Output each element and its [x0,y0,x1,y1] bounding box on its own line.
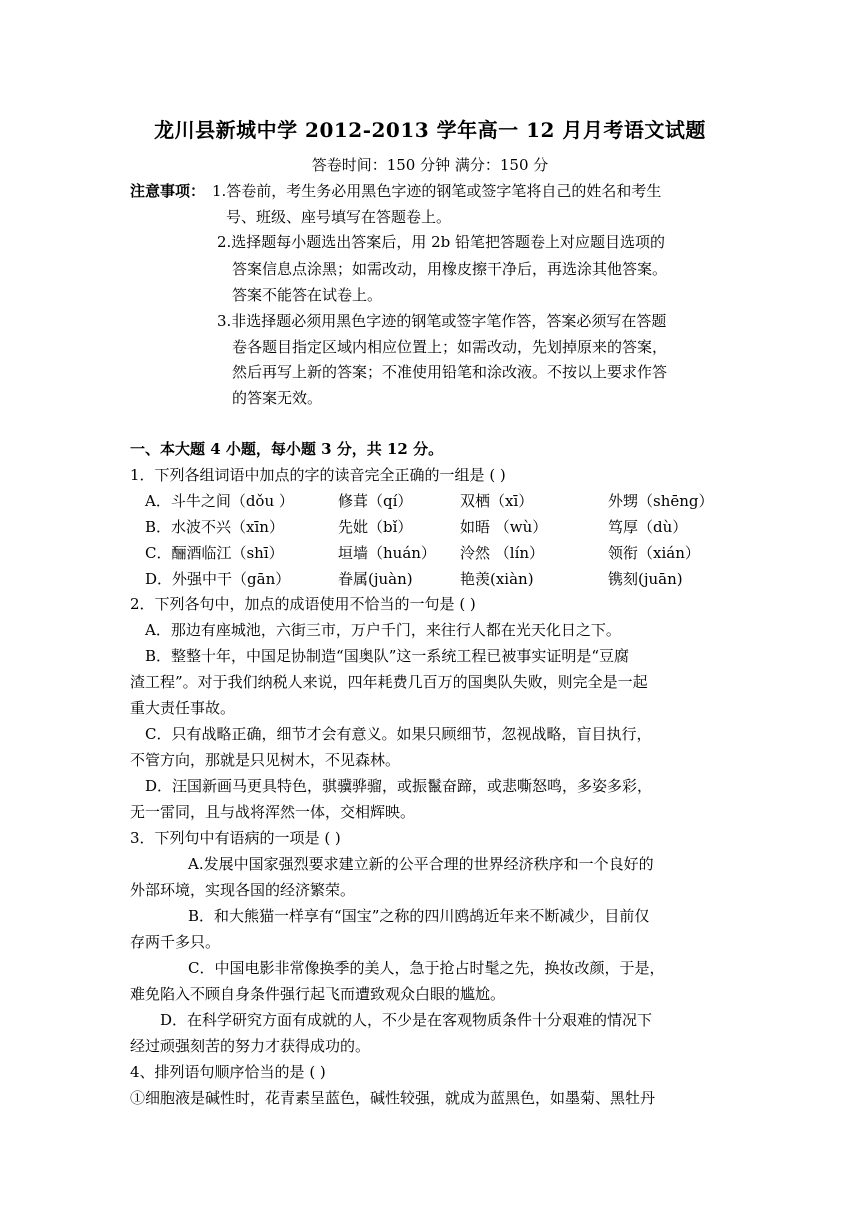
q1-option-item: 先妣（bǐ） [338,518,413,536]
option-line: A.发展中国家强烈要求建立新的公平合理的世界经济秩序和一个良好的 [188,855,654,873]
option-line: 渣工程”。对于我们纳税人来说，四年耗费几百万的国奥队失败，则完全是一起 [130,673,648,691]
notice-line: 卷各题目指定区域内相应位置上；如需改动，先划掉原来的答案， [232,338,668,356]
option-line: ①细胞液是碱性时，花青素呈蓝色，碱性较强，就成为蓝黑色，如墨菊、黑牡丹 [130,1089,656,1107]
notice-line: 号、班级、座号填写在答题卷上。 [226,208,452,226]
notice-line: 答案不能答在试卷上。 [232,286,383,304]
q1-option-item: 镌刻(juān) [608,570,683,588]
option-line: 重大责任事故。 [130,699,236,717]
option-line: D．汪国新画马更具特色，骐骥骅骝，或振鬣奋蹄，或悲嘶怒鸣，多姿多彩， [145,777,653,795]
q1-option-item: 如晤 （wù） [460,518,548,536]
q1-option-item: 双栖（xī） [460,492,534,510]
q1-option-item: A．斗牛之间（dǒu ） [145,492,294,510]
option-line: C．中国电影非常像换季的美人，急于抢占时髦之先，换妆改颜，于是， [188,959,665,977]
option-line: B．和大熊猫一样享有“国宝”之称的四川鸥鸪近年来不断减少，目前仅 [188,907,650,925]
q1-option-item: 垣墙（huán） [338,544,436,562]
q1-option-item: C．酾酒临江（shī） [145,544,284,562]
q1-option-item: 外甥（shēng） [608,492,714,510]
notice-line: 答案信息点涂黑；如需改动，用橡皮擦干净后，再选涂其他答案。 [232,260,668,278]
option-line: 存两千多只。 [130,933,221,951]
q1-option-item: B．水波不兴（xīn） [145,518,284,536]
option-line: 无一雷同，且与战将浑然一体，交相辉映。 [130,803,416,821]
question-stem: 3．下列句中有语病的一项是 ( ) [130,829,341,847]
q1-option-item: 泠然 （lín） [460,544,545,562]
q1-option-item: 艳羡(xiàn) [460,570,534,588]
option-line: 外部环境，实现各国的经济繁荣。 [130,881,356,899]
option-line: D．在科学研究方面有成就的人，不少是在客观物质条件十分艰难的情况下 [160,1011,653,1029]
notice-line: 然后再写上新的答案；不准使用铅笔和涂改液。不按以上要求作答 [232,363,668,381]
option-line: 不管方向，那就是只见树木，不见森林。 [130,751,401,769]
option-line: C．只有战略正确，细节才会有意义。如果只顾细节，忽视战略，盲目执行， [145,725,652,743]
q1-option-item: 领衔（xián） [608,544,700,562]
section-heading: 一、本大题 4 小题，每小题 3 分，共 12 分。 [130,440,444,458]
q1-option-item: 笃厚（dù） [608,518,688,536]
option-line: 经过顽强刻苦的努力才获得成功的。 [130,1037,371,1055]
question-stem: 4、排列语句顺序恰当的是 ( ) [130,1063,326,1081]
notice-line: 3.非选择题必须用黑色字迹的钢笔或签字笔作答，答案必须写在答题 [217,312,667,330]
notice-label: 注意事项： [130,182,206,200]
question-stem: 2．下列各句中，加点的成语使用不恰当的一句是 ( ) [130,595,476,613]
notice-line: 1.答卷前，考生务必用黑色字迹的钢笔或签字笔将自己的姓名和考生 [212,182,662,200]
option-line: B．整整十年，中国足协制造“国奥队”这一系统工程已被事实证明是“豆腐 [145,647,630,665]
option-line: A．那边有座城池，六街三市，万户千门，来往行人都在光天化日之下。 [145,621,621,639]
notice-line: 的答案无效。 [232,389,323,407]
page-title: 龙川县新城中学 2012-2013 学年高一 12 月月考语文试题 [154,118,706,142]
option-line: 难免陷入不顾自身条件强行起飞而遭致观众白眼的尴尬。 [130,985,506,1003]
q1-option-item: 修葺（qí） [338,492,413,510]
question-stem: 1．下列各组词语中加点的字的读音完全正确的一组是 ( ) [130,466,506,484]
exam-info: 答卷时间：150 分钟 满分：150 分 [311,156,549,174]
notice-line: 2.选择题每小题选出答案后，用 2b 铅笔把答题卷上对应题目选项的 [217,233,665,251]
q1-option-item: D．外强中干（gān） [145,570,291,588]
q1-option-item: 眷属(juàn) [338,570,413,588]
